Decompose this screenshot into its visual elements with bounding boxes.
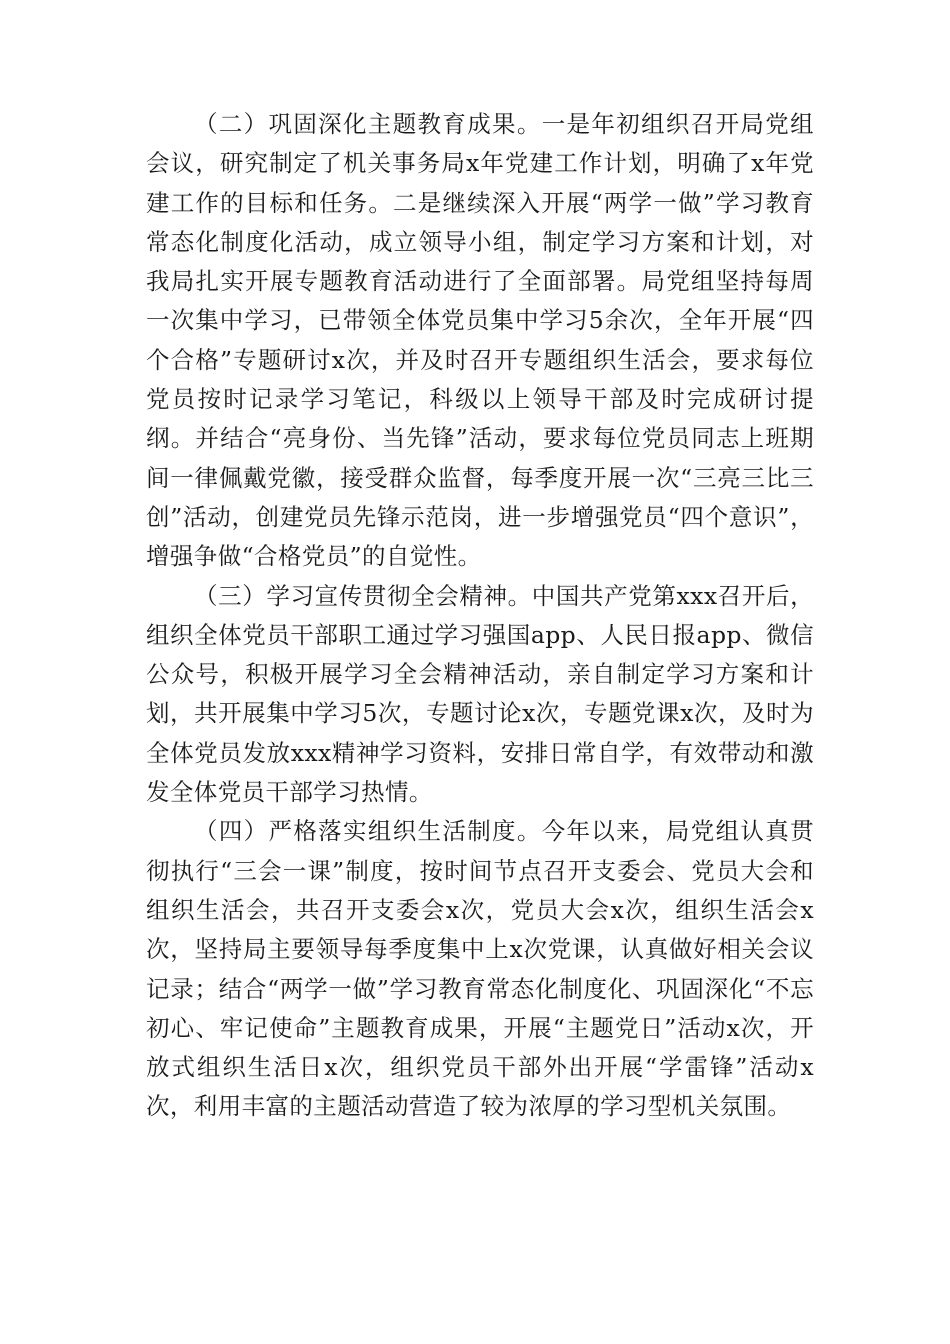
document-body — [146, 105, 814, 1127]
paragraph-study-plenary-spirit: （三）学习宣传贯彻全会精神。中国共产党第xxx召开后，组织全体党员干部职工通过学习强国app、人民日报app、微信公众号，积极开展学习全会精神活动，亲自制定学习方案和计划，共开展集中学习5次，专题讨论x次，专题党课x次，及时为全体党员发放xxx精神学习资料，安排日常自学，有效带动和激发全体党员干部学习热情。 — [146, 581, 814, 807]
paragraph-consolidate-theme-education: （二）巩固深化主题教育成果。一是年初组织召开局党组会议，研究制定了机关事务局x年党建工作计划，明确了x年党建工作的目标和任务。二是继续深入开展“两学一做”学习教育常态化制度化活动，成立领导小组，制定学习方案和计划，对我局扎实开展专题教育活动进行了全面部署。局党组坚持每周一次集中学习，已带领全体党员集中学习5余次，全年开展“四个合格”专题研讨x次，并及时召开专题组织生活会，要求每位党员按时记录学习笔记，科级以上领导干部及时完成研讨提纲。并结合“亮身份、当先锋”活动，要求每位党员同志上班期间一律佩戴党徽，接受群众监督，每季度开展一次“三亮三比三创”活动，创建党员先锋示范岗，进一步增强党员“四个意识”，增强争做“合格党员”的自觉性。 — [146, 110, 814, 571]
paragraph-organizational-life-system: （四）严格落实组织生活制度。今年以来，局党组认真贯彻执行“三会一课”制度，按时间节点召开支委会、党员大会和组织生活会，共召开支委会x次，党员大会x次，组织生活会x次，坚持局主要领导每季度集中上x次党课，认真做好相关会议记录；结合“两学一做”学习教育常态化制度化、巩固深化“不忘初心、牢记使命”主题教育成果，开展“主题党日”活动x次，开放式组织生活日x次，组织党员干部外出开展“学雷锋”活动x次，利用丰富的主题活动营造了较为浓厚的学习型机关氛围。 — [146, 817, 814, 1121]
